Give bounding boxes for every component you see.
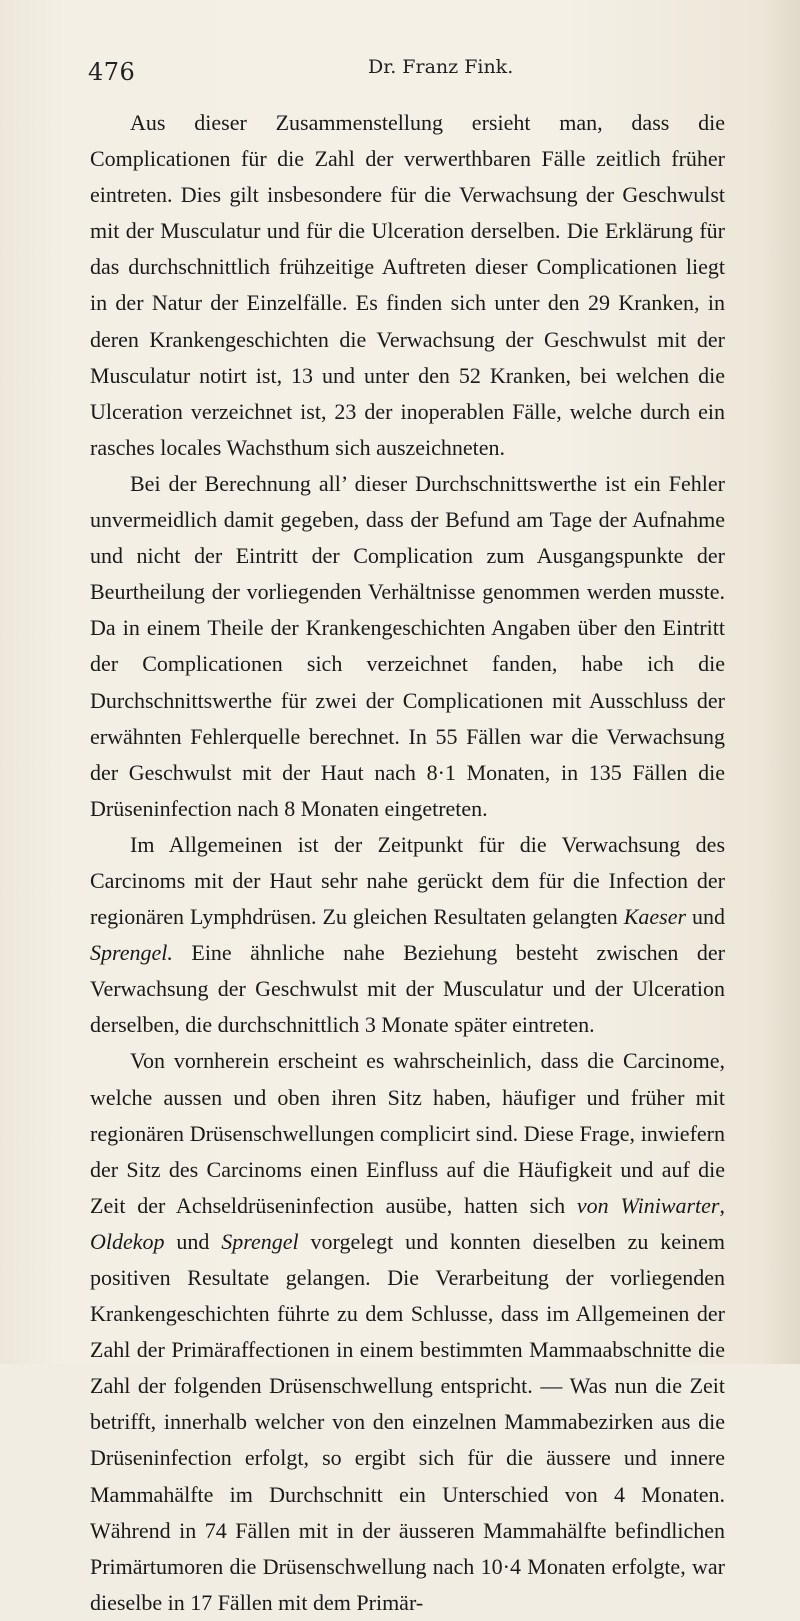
paragraph-text: Von vornherein erscheint es wahrscheinlich, dass die Carcinome, welche aussen und oben ihren Sitz haben, häufiger und früher mit regionären Drüsenschwellungen complicirt sind. Diese Frage, inwiefern der Sitz des Carcinoms einen Einfluss auf die Häufigkeit und auf die Zeit der Achseldrüseninfection ausübe, hatten sich — [90, 1048, 725, 1218]
paragraph-lymph-nodes — [90, 827, 725, 1044]
paragraph-complications: Aus dieser Zusammenstellung ersieht man, dass die Complicationen für die Zahl der verwerthbaren Fälle zeitlich früher eintreten. Dies gilt insbesondere für die Verwachsung der Geschwulst mit der Musculatur und für die Ulceration derselben. Die Erklärung für das durchschnittlich frühzeitige Auftreten dieser Complicationen liegt in der Natur der Einzelfälle. Es finden sich unter den 29 Kranken, in deren Krankengeschichten die Verwachsung der Geschwulst mit der Musculatur notirt ist, 13 und unter den 52 Kranken, bei welchen die Ulceration verzeichnet ist, 23 der inoperablen Fälle, welche durch ein rasches locales Wachsthum sich auszeichneten. — [90, 110, 725, 460]
page-number: 476 — [88, 58, 136, 86]
paragraph-averages: Bei der Berechnung all’ dieser Durchschnittswerthe ist ein Fehler unvermeidlich damit gegeben, dass der Befund am Tage der Aufnahme und nicht der Eintritt der Complication zum Ausgangspunkte der Beurtheilung der vorliegenden Verhältnisse genommen werden musste. Da in einem Theile der Krankengeschichten Angaben über den Eintritt der Complicationen sich verzeichnet fanden, habe ich die Durchschnittswerthe für zwei der Complicationen mit Ausschluss der erwähnten Fehlerquelle berechnet. In 55 Fällen war die Verwachsung der Geschwulst mit der Haut nach 8·1 Monaten, in 135 Fällen die Drüseninfection nach 8 Monaten eingetreten. — [90, 470, 725, 821]
paragraph-text: vorgelegt und konnten dieselben zu keinem positiven Resultate gelangen. Die Verarbeitung der vorliegenden Krankengeschichten führte zu dem Schlusse, dass im Allgemeinen der Zahl der Primäraffectionen in einem bestimmten Mammaabschnitte die Zahl der folgenden Drüsenschwellung entspricht. — Was nun die Zeit betrifft, innerhalb welcher von den einzelnen Mammabezirken aus die Drüseninfection erfolgt, so ergibt sich für die äussere und innere Mammahälfte im Durchschnitt ein Unterschied von 4 Monaten. Während in 74 Fällen mit in der äusseren Mammahälfte befindlichen Primärtumoren die Drüsenschwellung nach 10·4 Monaten erfolgte, war dieselbe in 17 Fällen mit dem Primär- — [90, 1228, 725, 1615]
page-edge-shadow — [760, 0, 800, 1364]
paragraph-text: , — [719, 1192, 725, 1218]
paragraph-text: und — [686, 904, 725, 930]
paragraph-text: und — [164, 1228, 222, 1254]
paragraph-text: Eine ähnliche nahe Beziehung besteht zwischen der Verwachsung der Geschwulst mit der Musculatur und der Ulceration derselben, die durchschnittlich 3 Monate später eintreten. — [90, 940, 725, 1038]
paragraph-location — [90, 1043, 725, 1621]
paragraph-text: Im Allgemeinen ist der Zeitpunkt für die Verwachsung des Carcinoms mit der Haut sehr nahe gerückt dem für die Infection der regionären Lymphdrüsen. Zu gleichen Resultaten gelangten — [90, 831, 725, 930]
author-kaeser: Kaeser — [623, 904, 687, 930]
body-text — [90, 105, 725, 1621]
author-sprengel: Sprengel. — [90, 940, 173, 966]
author-sprengel: Sprengel — [221, 1228, 299, 1254]
author-winiwarter: von Winiwarter — [576, 1192, 720, 1218]
page-header — [88, 52, 728, 92]
author-oldekop: Oldekop — [90, 1228, 165, 1254]
running-head: Dr. Franz Fink. — [368, 56, 514, 78]
